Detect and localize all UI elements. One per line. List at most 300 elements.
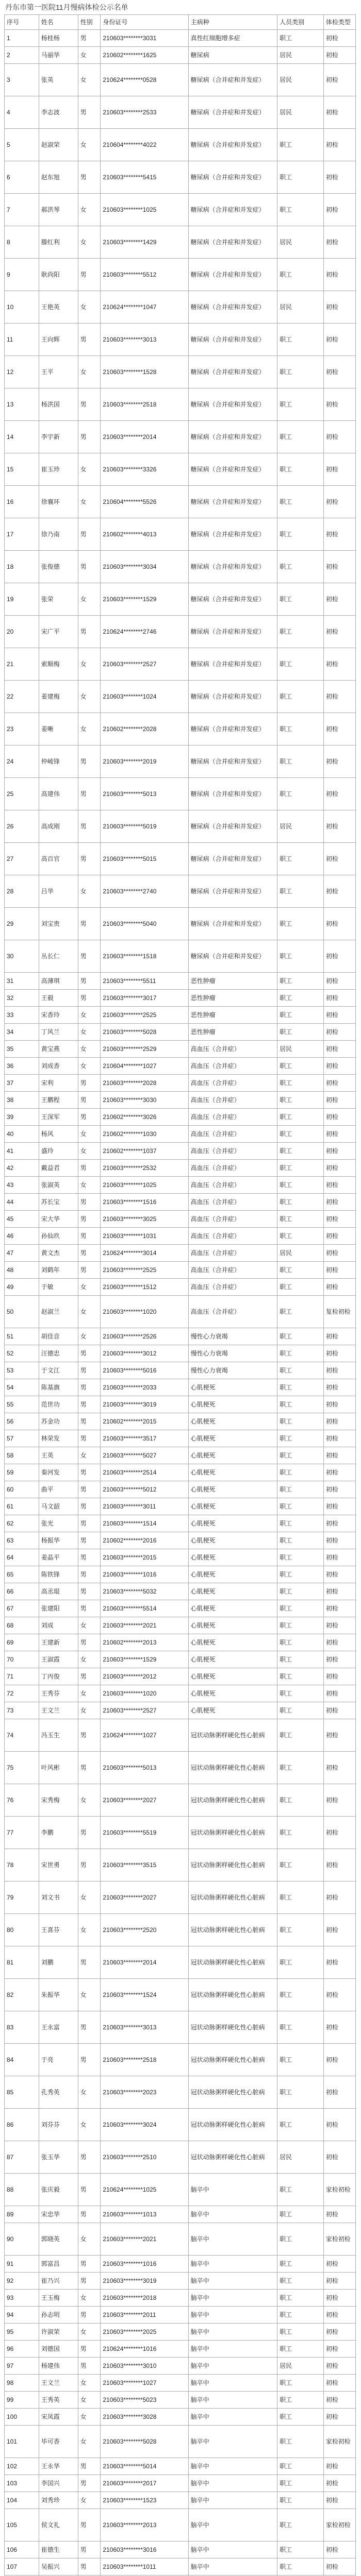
cell-category: 居民 <box>277 2358 324 2375</box>
cell-index: 100 <box>5 2409 39 2426</box>
cell-category: 职工 <box>277 908 324 940</box>
cell-exam-type: 初检 <box>323 47 355 64</box>
cell-exam-type: 初检 <box>323 129 355 161</box>
cell-gender: 男 <box>78 1515 101 1532</box>
table-row <box>5 1143 356 1160</box>
cell-category: 职工 <box>277 2509 324 2541</box>
cell-category: 职工 <box>277 875 324 908</box>
cell-name: 刘鹏 <box>39 1946 78 1979</box>
cell-exam-type: 初检 <box>323 1914 355 1946</box>
cell-category: 职工 <box>277 973 324 990</box>
cell-exam-type: 初检 <box>323 810 355 843</box>
cell-index: 35 <box>5 1041 39 1058</box>
cell-id-number: 210603********5040 <box>101 908 188 940</box>
table-row <box>5 64 356 96</box>
cell-index: 50 <box>5 1296 39 1328</box>
cell-id-number: 210603********1031 <box>101 1228 188 1245</box>
cell-exam-type: 初检 <box>323 875 355 908</box>
table-row <box>5 583 356 616</box>
cell-gender: 女 <box>78 64 101 96</box>
cell-gender: 男 <box>78 1430 101 1447</box>
cell-id-number: 210624********3014 <box>101 1245 188 1262</box>
cell-name: 张建阳 <box>39 1600 78 1617</box>
cell-gender: 女 <box>78 583 101 616</box>
cell-exam-type: 初检 <box>323 1719 355 1752</box>
table-row <box>5 2409 356 2426</box>
cell-index: 87 <box>5 2141 39 2174</box>
table-row <box>5 1447 356 1464</box>
cell-disease: 高血压（合并症） <box>188 1296 277 1328</box>
cell-exam-type: 初检 <box>323 2558 355 2575</box>
cell-gender: 男 <box>78 1075 101 1092</box>
table-row <box>5 356 356 388</box>
cell-name: 王永富 <box>39 2011 78 2044</box>
cell-category: 职工 <box>277 1430 324 1447</box>
cell-disease: 高血压（合并症） <box>188 1109 277 1126</box>
table-row <box>5 713 356 745</box>
cell-id-number: 210603********5014 <box>101 2458 188 2475</box>
cell-category: 职工 <box>277 2409 324 2426</box>
cell-index: 89 <box>5 2206 39 2223</box>
table-row <box>5 1634 356 1651</box>
cell-name: 盛玲 <box>39 1143 78 1160</box>
cell-category: 职工 <box>277 2044 324 2076</box>
cell-category: 职工 <box>277 1668 324 1685</box>
cell-category: 职工 <box>277 2290 324 2307</box>
cell-category: 职工 <box>277 1058 324 1075</box>
cell-exam-type: 初检 <box>323 778 355 810</box>
cell-name: 胡佳音 <box>39 1328 78 1345</box>
cell-disease: 冠状动脉粥样硬化性心脏病 <box>188 2109 277 2141</box>
cell-id-number: 210603********2527 <box>101 1702 188 1719</box>
cell-gender: 男 <box>78 1245 101 1262</box>
cell-index: 48 <box>5 1262 39 1279</box>
cell-disease: 糖尿病（合并症和并发症） <box>188 259 277 291</box>
cell-disease: 高血压（合并症） <box>188 1177 277 1194</box>
cell-id-number: 210603********3013 <box>101 324 188 356</box>
cell-gender: 女 <box>78 1702 101 1719</box>
cell-name: 王文兰 <box>39 1702 78 1719</box>
cell-name: 王秀英 <box>39 2392 78 2409</box>
cell-exam-type: 初检 <box>323 2076 355 2109</box>
cell-exam-type: 初检 <box>323 1211 355 1228</box>
cell-id-number: 210603********2017 <box>101 2475 188 2492</box>
cell-gender: 女 <box>78 47 101 64</box>
cell-exam-type: 初检 <box>323 1498 355 1515</box>
cell-exam-type: 初检 <box>323 518 355 551</box>
cell-gender: 女 <box>78 2076 101 2109</box>
table-row <box>5 30 356 47</box>
cell-disease: 脑卒中 <box>188 2409 277 2426</box>
table-row <box>5 1413 356 1430</box>
table-row <box>5 1211 356 1228</box>
cell-index: 81 <box>5 1946 39 1979</box>
cell-name: 崔乃兴 <box>39 2273 78 2290</box>
cell-index: 46 <box>5 1228 39 1245</box>
cell-name: 刘德国 <box>39 2341 78 2358</box>
cell-category: 职工 <box>277 2541 324 2558</box>
cell-exam-type: 初检 <box>323 1075 355 1092</box>
cell-name: 汪德忠 <box>39 1345 78 1362</box>
cell-category: 职工 <box>277 778 324 810</box>
cell-exam-type: 初检 <box>323 2358 355 2375</box>
cell-category: 职工 <box>277 940 324 973</box>
cell-gender: 男 <box>78 1362 101 1379</box>
table-row <box>5 810 356 843</box>
cell-id-number: 210602********2028 <box>101 713 188 745</box>
cell-disease: 脑卒中 <box>188 2509 277 2541</box>
cell-exam-type: 初检 <box>323 843 355 875</box>
cell-index: 55 <box>5 1396 39 1413</box>
cell-id-number: 210603********1529 <box>101 1651 188 1668</box>
cell-disease: 心肌梗死 <box>188 1702 277 1719</box>
cell-id-number: 210624********1016 <box>101 2341 188 2358</box>
table-row <box>5 421 356 453</box>
cell-id-number: 210603********2532 <box>101 1160 188 1177</box>
cell-exam-type: 初检 <box>323 226 355 259</box>
cell-gender: 男 <box>78 161 101 194</box>
cell-gender: 男 <box>78 1413 101 1430</box>
cell-disease: 心肌梗死 <box>188 1532 277 1549</box>
cell-disease: 心肌梗死 <box>188 1430 277 1447</box>
cell-disease: 糖尿病（合并症和并发症） <box>188 453 277 486</box>
cell-category: 职工 <box>277 2206 324 2223</box>
table-row <box>5 2273 356 2290</box>
cell-name: 刘文书 <box>39 1882 78 1914</box>
cell-category: 职工 <box>277 1946 324 1979</box>
cell-index: 76 <box>5 1784 39 1817</box>
cell-id-number: 210603********3025 <box>101 1211 188 1228</box>
cell-index: 70 <box>5 1651 39 1668</box>
table-row <box>5 1481 356 1498</box>
table-row <box>5 486 356 518</box>
cell-disease: 高血压（合并症） <box>188 1092 277 1109</box>
cell-id-number: 210603********2518 <box>101 2044 188 2076</box>
cell-name: 张庆毅 <box>39 2174 78 2206</box>
cell-disease: 高血压（合并症） <box>188 1058 277 1075</box>
cell-category: 职工 <box>277 1583 324 1600</box>
cell-disease: 糖尿病（合并症和并发症） <box>188 421 277 453</box>
cell-index: 19 <box>5 583 39 616</box>
cell-id-number: 210603********2014 <box>101 421 188 453</box>
cell-id-number: 210603********2018 <box>101 2290 188 2307</box>
cell-name: 王喜芬 <box>39 1914 78 1946</box>
cell-id-number: 210603********3012 <box>101 1345 188 1362</box>
cell-exam-type: 初检 <box>323 1617 355 1634</box>
cell-id-number: 210604********1027 <box>101 1058 188 1075</box>
cell-category: 职工 <box>277 1177 324 1194</box>
cell-index: 61 <box>5 1498 39 1515</box>
cell-gender: 男 <box>78 1396 101 1413</box>
cell-id-number: 210603********1514 <box>101 1515 188 1532</box>
cell-category: 职工 <box>277 1464 324 1481</box>
table-row <box>5 1914 356 1946</box>
cell-name: 王平 <box>39 356 78 388</box>
cell-name: 陈铁锋 <box>39 1566 78 1583</box>
cell-index: 71 <box>5 1668 39 1685</box>
cell-category: 职工 <box>277 1092 324 1109</box>
cell-name: 戴益君 <box>39 1160 78 1177</box>
cell-gender: 女 <box>78 486 101 518</box>
table-row <box>5 2256 356 2273</box>
cell-id-number: 210603********5519 <box>101 1817 188 1849</box>
cell-name: 高百官 <box>39 843 78 875</box>
cell-gender: 男 <box>78 2273 101 2290</box>
cell-category: 职工 <box>277 2392 324 2409</box>
cell-name: 宋广平 <box>39 616 78 648</box>
cell-id-number: 210603********1516 <box>101 1194 188 1211</box>
cell-gender: 男 <box>78 2044 101 2076</box>
cell-exam-type: 初检 <box>323 940 355 973</box>
cell-exam-type: 初检 <box>323 1041 355 1058</box>
table-row <box>5 1126 356 1143</box>
table-row <box>5 1752 356 1784</box>
cell-name: 郭富昌 <box>39 2256 78 2273</box>
cell-index: 11 <box>5 324 39 356</box>
cell-index: 17 <box>5 518 39 551</box>
cell-name: 宋秀梅 <box>39 1784 78 1817</box>
cell-index: 4 <box>5 96 39 129</box>
cell-id-number: 210624********1047 <box>101 291 188 324</box>
cell-disease: 慢性心力衰竭 <box>188 1362 277 1379</box>
cell-disease: 脑卒中 <box>188 2174 277 2206</box>
cell-category: 职工 <box>277 421 324 453</box>
cell-name: 吕华 <box>39 875 78 908</box>
cell-index: 51 <box>5 1328 39 1345</box>
cell-disease: 心肌梗死 <box>188 1583 277 1600</box>
table-row <box>5 1024 356 1041</box>
cell-exam-type: 初检 <box>323 2541 355 2558</box>
cell-exam-type: 初检 <box>323 291 355 324</box>
cell-category: 职工 <box>277 1007 324 1024</box>
header-name: 姓名 <box>39 15 78 30</box>
table-row <box>5 1668 356 1685</box>
cell-id-number: 210603********2021 <box>101 1617 188 1634</box>
cell-gender: 男 <box>78 1946 101 1979</box>
cell-exam-type: 初检 <box>323 1946 355 1979</box>
cell-id-number: 210603********2033 <box>101 1379 188 1396</box>
cell-category: 职工 <box>277 388 324 421</box>
cell-category: 职工 <box>277 1362 324 1379</box>
table-row <box>5 1194 356 1211</box>
table-row <box>5 843 356 875</box>
cell-name: 李志波 <box>39 96 78 129</box>
cell-disease: 脑卒中 <box>188 2223 277 2256</box>
cell-disease: 心肌梗死 <box>188 1515 277 1532</box>
table-row <box>5 648 356 681</box>
cell-exam-type: 初检 <box>323 421 355 453</box>
table-row <box>5 1041 356 1058</box>
cell-disease: 糖尿病（合并症和并发症） <box>188 908 277 940</box>
cell-name: 于敏 <box>39 1279 78 1296</box>
cell-id-number: 210603********3034 <box>101 551 188 583</box>
cell-disease: 冠状动脉粥样硬化性心脏病 <box>188 1719 277 1752</box>
cell-exam-type: 初检 <box>323 1194 355 1211</box>
cell-index: 68 <box>5 1617 39 1634</box>
cell-name: 曲平 <box>39 1481 78 1498</box>
cell-category: 职工 <box>277 453 324 486</box>
cell-index: 86 <box>5 2109 39 2141</box>
cell-gender: 女 <box>78 2426 101 2458</box>
cell-gender: 男 <box>78 2206 101 2223</box>
table-row <box>5 2426 356 2458</box>
table-row <box>5 2223 356 2256</box>
cell-disease: 冠状动脉粥样硬化性心脏病 <box>188 1882 277 1914</box>
cell-category: 职工 <box>277 1882 324 1914</box>
cell-exam-type: 初检 <box>323 161 355 194</box>
cell-exam-type: 初检 <box>323 1634 355 1651</box>
cell-gender: 女 <box>78 1058 101 1075</box>
cell-name: 苏长宝 <box>39 1194 78 1211</box>
table-row <box>5 2492 356 2509</box>
cell-index: 41 <box>5 1143 39 1160</box>
cell-name: 于亮 <box>39 2044 78 2076</box>
cell-gender: 男 <box>78 1464 101 1481</box>
cell-gender: 女 <box>78 1685 101 1702</box>
cell-category: 职工 <box>277 2341 324 2358</box>
cell-index: 96 <box>5 2341 39 2358</box>
cell-id-number: 210603********5012 <box>101 1481 188 1498</box>
cell-disease: 心肌梗死 <box>188 1566 277 1583</box>
cell-disease: 糖尿病（合并症和并发症） <box>188 778 277 810</box>
cell-exam-type: 初检 <box>323 681 355 713</box>
cell-gender: 女 <box>78 2109 101 2141</box>
cell-id-number: 210602********2015 <box>101 1413 188 1430</box>
cell-index: 18 <box>5 551 39 583</box>
cell-category: 职工 <box>277 1979 324 2011</box>
cell-category: 职工 <box>277 745 324 778</box>
cell-disease: 恶性肿瘤 <box>188 990 277 1007</box>
cell-category: 职工 <box>277 1752 324 1784</box>
cell-category: 职工 <box>277 1228 324 1245</box>
cell-gender: 男 <box>78 843 101 875</box>
cell-exam-type: 初检 <box>323 1007 355 1024</box>
cell-index: 85 <box>5 2076 39 2109</box>
cell-id-number: 210603********3030 <box>101 1092 188 1109</box>
cell-name: 刘秀珍 <box>39 2492 78 2509</box>
cell-id-number: 210603********1512 <box>101 1279 188 1296</box>
cell-gender: 男 <box>78 1668 101 1685</box>
cell-id-number: 210603********5028 <box>101 2426 188 2458</box>
cell-exam-type: 初检 <box>323 2458 355 2475</box>
cell-exam-type: 初检 <box>323 1447 355 1464</box>
table-row <box>5 1946 356 1979</box>
cell-category: 职工 <box>277 648 324 681</box>
cell-category: 职工 <box>277 551 324 583</box>
table-row <box>5 2341 356 2358</box>
cell-exam-type: 初检 <box>323 1109 355 1126</box>
table-row <box>5 2541 356 2558</box>
cell-id-number: 210603********2510 <box>101 2141 188 2174</box>
cell-exam-type: 初检 <box>323 1549 355 1566</box>
cell-id-number: 210603********5511 <box>101 973 188 990</box>
cell-category: 职工 <box>277 2324 324 2341</box>
cell-exam-type: 初检 <box>323 486 355 518</box>
cell-exam-type: 初检 <box>323 551 355 583</box>
cell-category: 职工 <box>277 2076 324 2109</box>
cell-exam-type: 初检 <box>323 2256 355 2273</box>
cell-category: 职工 <box>277 1262 324 1279</box>
cell-name: 林荣发 <box>39 1430 78 1447</box>
cell-category: 职工 <box>277 129 324 161</box>
cell-name: 王英 <box>39 1447 78 1464</box>
cell-exam-type: 初检 <box>323 30 355 47</box>
table-row <box>5 291 356 324</box>
cell-gender: 男 <box>78 1211 101 1228</box>
header-index: 序号 <box>5 15 39 30</box>
cell-index: 75 <box>5 1752 39 1784</box>
cell-exam-type: 初检 <box>323 1228 355 1245</box>
cell-name: 孔秀英 <box>39 2076 78 2109</box>
cell-name: 侯文礼 <box>39 2509 78 2541</box>
cell-index: 59 <box>5 1464 39 1481</box>
cell-id-number: 210603********3016 <box>101 2541 188 2558</box>
cell-category: 职工 <box>277 1481 324 1498</box>
table-row <box>5 1979 356 2011</box>
cell-name: 刘成香 <box>39 1058 78 1075</box>
cell-disease: 高血压（合并症） <box>188 1194 277 1211</box>
cell-category: 职工 <box>277 1379 324 1396</box>
cell-category: 职工 <box>277 1600 324 1617</box>
cell-gender: 男 <box>78 2475 101 2492</box>
cell-index: 105 <box>5 2509 39 2541</box>
cell-exam-type: 初检 <box>323 745 355 778</box>
cell-index: 32 <box>5 990 39 1007</box>
cell-disease: 高血压（合并症） <box>188 1075 277 1092</box>
cell-category: 职工 <box>277 1549 324 1566</box>
table-row <box>5 1362 356 1379</box>
cell-category: 职工 <box>277 1532 324 1549</box>
cell-name: 叶风彬 <box>39 1752 78 1784</box>
table-row <box>5 1262 356 1279</box>
cell-category: 职工 <box>277 1719 324 1752</box>
cell-disease: 心肌梗死 <box>188 1617 277 1634</box>
cell-disease: 糖尿病（合并症和并发症） <box>188 518 277 551</box>
cell-id-number: 210603********2015 <box>101 1549 188 1566</box>
cell-category: 居民 <box>277 2141 324 2174</box>
table-row <box>5 324 356 356</box>
cell-disease: 高血压（合并症） <box>188 1245 277 1262</box>
cell-disease: 脑卒中 <box>188 2426 277 2458</box>
cell-exam-type: 初检 <box>323 2290 355 2307</box>
cell-category: 职工 <box>277 2375 324 2392</box>
cell-category: 职工 <box>277 1396 324 1413</box>
cell-exam-type: 初检 <box>323 616 355 648</box>
cell-index: 60 <box>5 1481 39 1498</box>
cell-disease: 恶性肿瘤 <box>188 1007 277 1024</box>
cell-index: 52 <box>5 1345 39 1362</box>
cell-gender: 女 <box>78 1177 101 1194</box>
cell-disease: 脑卒中 <box>188 2273 277 2290</box>
cell-name: 宋凤霞 <box>39 2409 78 2426</box>
cell-gender: 女 <box>78 226 101 259</box>
cell-exam-type: 初检 <box>323 259 355 291</box>
cell-exam-type: 初检 <box>323 1279 355 1296</box>
cell-exam-type: 初检 <box>323 2409 355 2426</box>
cell-category: 职工 <box>277 2492 324 2509</box>
cell-exam-type: 初检 <box>323 1160 355 1177</box>
cell-gender: 女 <box>78 2324 101 2341</box>
cell-name: 秦河发 <box>39 1464 78 1481</box>
page-title: 丹东市第一医院11月慢病体检公示名单 <box>5 3 128 11</box>
cell-gender: 女 <box>78 2492 101 2509</box>
cell-name: 张英 <box>39 64 78 96</box>
table-row <box>5 453 356 486</box>
cell-gender: 女 <box>78 1882 101 1914</box>
cell-gender: 男 <box>78 1194 101 1211</box>
cell-gender: 男 <box>78 990 101 1007</box>
cell-index: 72 <box>5 1685 39 1702</box>
